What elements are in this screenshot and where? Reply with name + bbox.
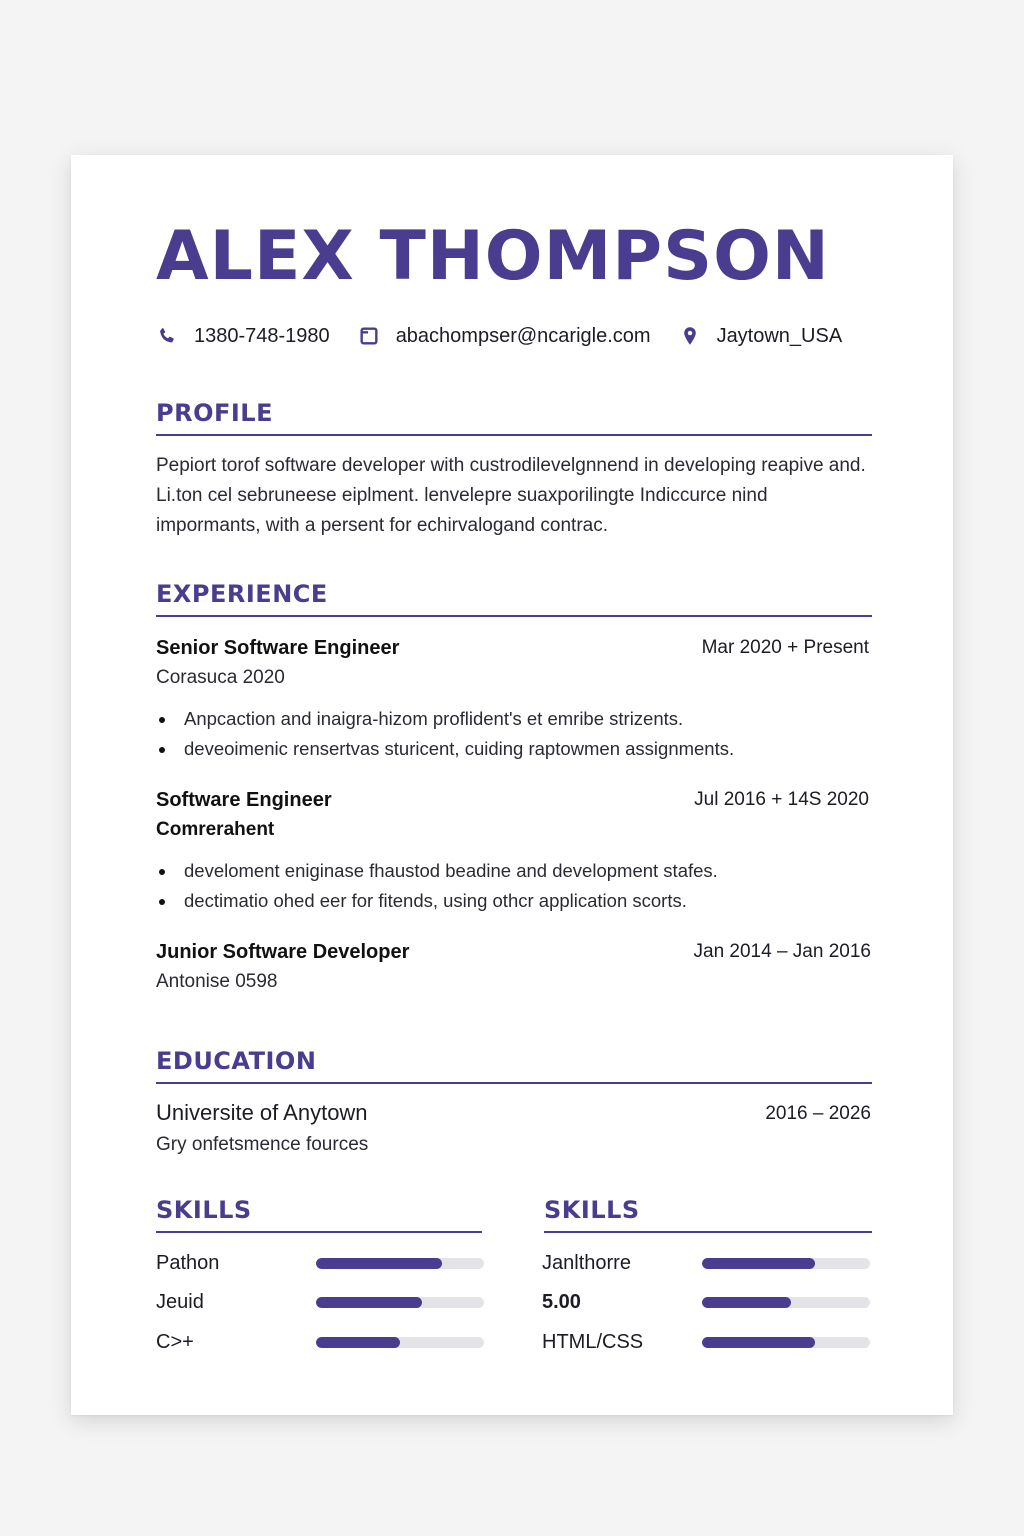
job-dates: Jul 2016 + 14S 2020 bbox=[694, 789, 869, 810]
skill-name: Jeuid bbox=[156, 1290, 204, 1313]
experience-heading: EXPERIENCE bbox=[156, 580, 328, 608]
experience-divider bbox=[156, 615, 872, 617]
profile-divider bbox=[156, 434, 872, 436]
job-bullet: dectimatio ohed eer for fitends, using othcr application scorts. bbox=[156, 886, 876, 916]
skill-row bbox=[156, 1327, 484, 1357]
job-title: Senior Software Engineer bbox=[156, 637, 400, 659]
job-bullet: Anpcaction and inaigra-hizom proflident's et emribe strizents. bbox=[156, 704, 876, 734]
skill-level-bar bbox=[316, 1297, 484, 1308]
skill-level-fill bbox=[316, 1258, 442, 1269]
skill-name: Janlthorre bbox=[542, 1251, 631, 1274]
profile-heading: PROFILE bbox=[156, 399, 273, 427]
skill-name: 5.00 bbox=[542, 1290, 581, 1313]
education-dates: 2016 – 2026 bbox=[765, 1103, 871, 1124]
skill-row bbox=[542, 1327, 870, 1357]
candidate-name: ALEX THOMPSON bbox=[156, 217, 830, 296]
education-degree: Gry onfetsmence fources bbox=[156, 1134, 369, 1155]
skills-heading-left: SKILLS bbox=[156, 1196, 252, 1224]
job-company: Antonise 0598 bbox=[156, 971, 278, 992]
skill-level-bar bbox=[702, 1258, 870, 1269]
job-bullets bbox=[156, 704, 876, 764]
contact-email[interactable]: abachompser@ncarigle.com bbox=[395, 324, 651, 347]
skill-name: HTML/CSS bbox=[542, 1330, 644, 1353]
job-bullet: deveoimenic rensertvas sturicent, cuiding raptowmen assignments. bbox=[156, 734, 876, 764]
resume-sheet bbox=[71, 155, 953, 1415]
skills-divider-right bbox=[544, 1231, 872, 1233]
contact-location: Jaytown_USA bbox=[716, 324, 843, 347]
skill-level-bar bbox=[316, 1337, 484, 1348]
skill-level-bar bbox=[316, 1258, 484, 1269]
skills-heading-right: SKILLS bbox=[544, 1196, 640, 1224]
job-company: Comrerahent bbox=[156, 819, 275, 840]
skill-row bbox=[156, 1287, 484, 1317]
skill-row bbox=[542, 1248, 870, 1278]
skill-level-bar bbox=[702, 1297, 870, 1308]
skill-level-fill bbox=[702, 1258, 815, 1269]
contact-bar bbox=[156, 321, 876, 351]
job-company: Corasuca 2020 bbox=[156, 667, 285, 688]
job-bullet: develoment eniginase fhaustod beadine and development stafes. bbox=[156, 856, 876, 886]
skill-level-fill bbox=[316, 1337, 400, 1348]
job-title: Software Engineer bbox=[156, 789, 332, 811]
skills-divider-left bbox=[156, 1231, 482, 1233]
phone-icon bbox=[156, 325, 178, 347]
email-icon bbox=[358, 325, 380, 347]
education-heading: EDUCATION bbox=[156, 1047, 317, 1075]
education-divider bbox=[156, 1082, 872, 1084]
skill-level-fill bbox=[702, 1297, 791, 1308]
job-bullets bbox=[156, 856, 876, 916]
skill-level-fill bbox=[702, 1337, 815, 1348]
location-pin-icon bbox=[679, 325, 701, 347]
job-dates: Jan 2014 – Jan 2016 bbox=[693, 941, 871, 962]
profile-summary: Pepiort torof software developer with custrodilevelgnnend in developing reapive and. Li.ton cel sebruneese eiplment. lenvelepre suaxporilingte Indiccurce nind impormants, with a persent for echirvalogand contrac. bbox=[156, 455, 866, 536]
skill-row bbox=[542, 1287, 870, 1317]
skill-name: Pathon bbox=[156, 1251, 220, 1274]
job-title: Junior Software Developer bbox=[156, 941, 410, 963]
skill-level-fill bbox=[316, 1297, 422, 1308]
skill-level-bar bbox=[702, 1337, 870, 1348]
job-dates: Mar 2020 + Present bbox=[701, 637, 869, 658]
skill-row bbox=[156, 1248, 484, 1278]
education-school: Universite of Anytown bbox=[156, 1100, 368, 1125]
contact-phone[interactable]: 1380-748-1980 bbox=[194, 324, 330, 347]
skill-name: C>+ bbox=[156, 1330, 194, 1353]
